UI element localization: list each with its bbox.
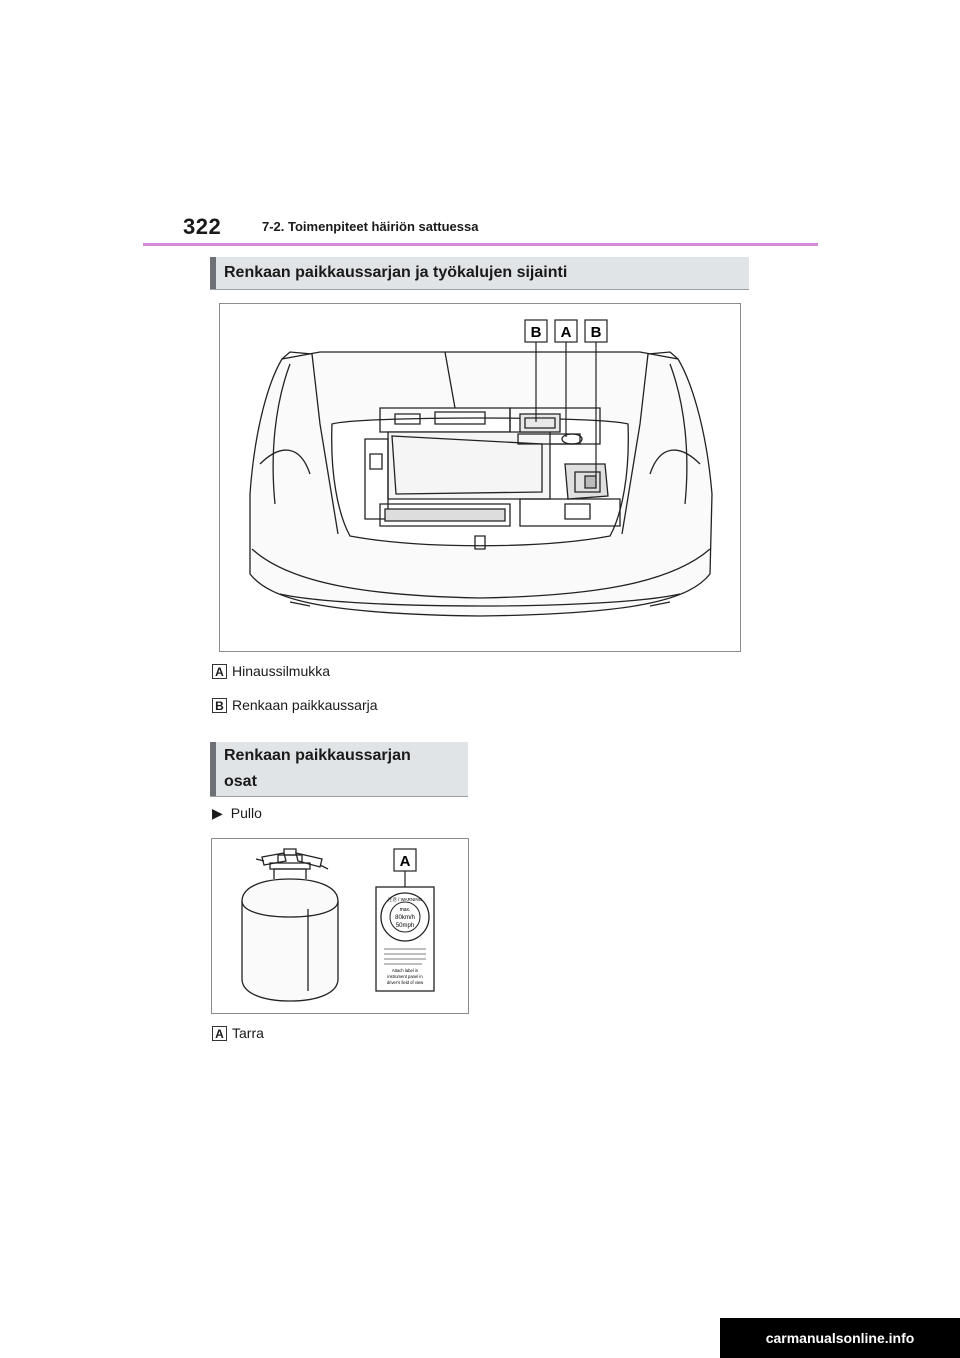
label-note-line3: driver's field of view: [386, 980, 424, 985]
label-speed-mph: 50mph: [395, 923, 415, 929]
bullet-triangle-icon: ▶: [212, 805, 223, 821]
chapter-title: 7-2. Toimenpiteet häiriön sattuessa: [262, 219, 479, 234]
section-heading-kit-parts-line1: Renkaan paikkaussarjan: [224, 747, 411, 764]
legend-item-b: [212, 696, 378, 714]
callout-b-right: B: [590, 324, 602, 341]
section-heading-location-text: Renkaan paikkaussarjan ja työkalujen sijainti: [224, 264, 568, 281]
section-heading-kit-parts-line2: osat: [224, 773, 257, 790]
heading-accent-bar: [210, 257, 216, 289]
label-note-line2: instrument panel in: [387, 974, 423, 979]
bullet-label-bottle: Pullo: [230, 805, 262, 821]
header-rule: [143, 243, 818, 246]
page-number: 322: [183, 214, 222, 239]
callout-a: A: [560, 324, 572, 341]
figure-callouts: [525, 320, 607, 342]
legend-item-a-label: [212, 1024, 264, 1042]
legend-item-a: [212, 662, 330, 680]
bottle-illustration: [212, 839, 468, 1013]
label-speed-kmh: 80km/h: [395, 915, 415, 921]
watermark-link[interactable]: carmanualsonline.info: [720, 1318, 960, 1358]
label-max-text: max.: [399, 907, 411, 913]
label-warning-text: 注意 / WARNING: [387, 897, 423, 902]
legend-label-sticker: Tarra: [232, 1025, 264, 1041]
heading-accent-bar: [210, 742, 216, 796]
callout-a-label: A: [399, 853, 411, 870]
callout-b-left: B: [530, 324, 542, 341]
legend-badge-b: B: [212, 698, 227, 713]
legend-label-towing-eye: Hinaussilmukka: [232, 663, 331, 679]
legend-badge-a: A: [212, 1026, 227, 1041]
legend-badge-a: A: [212, 664, 227, 679]
label-note-line1: Attach label in: [391, 968, 419, 973]
section-heading-location: [210, 257, 749, 290]
section-heading-kit-parts: [210, 742, 468, 797]
bullet-item-bottle: [212, 804, 262, 822]
legend-label-repair-kit: Renkaan paikkaussarja: [232, 697, 378, 713]
trunk-figure: [219, 303, 741, 652]
bottle-figure: [211, 838, 469, 1014]
warning-label: [376, 887, 434, 991]
trunk-illustration: [220, 304, 740, 651]
